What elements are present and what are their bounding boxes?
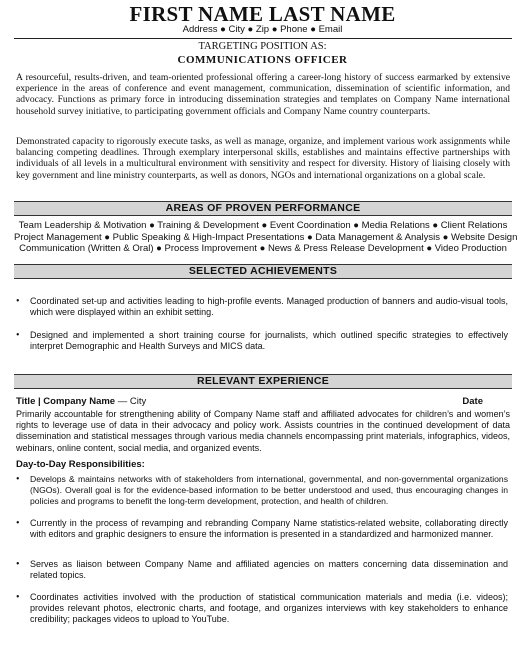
responsibility-text: Serves as liaison between Company Name and affiliated agencies on matters concerning data dissemination and related topics.	[30, 559, 508, 580]
responsibility-text: Develops & maintains networks with of stakeholders from international, governmental, and non-governmental organizations (NGOs). Overall goal is for the evidence-based information to be better understood and used, thus encouraging changes in policies and programs to benefit the long-term development, protection, and health of children.	[30, 474, 508, 506]
skills-line: Team Leadership & Motivation ● Training & Development ● Event Coordination ● Media Relations ● Client Relations	[18, 220, 508, 231]
bullet-icon: •	[16, 296, 20, 307]
responsibility-text: Coordinates activities involved with the production of statistical communication materials and media (i.e. videos); provides relevant photos, electronic charts, and footage, and organizes interviews with key stakeholders to enhance credibility; packages videos to upload to YouTube.	[30, 592, 508, 624]
section-heading-experience: RELEVANT EXPERIENCE	[14, 374, 512, 389]
candidate-name: FIRST NAME LAST NAME	[129, 2, 396, 26]
header-divider	[14, 38, 512, 39]
bullet-icon: •	[16, 559, 20, 570]
skills-line: Project Management ● Public Speaking & High-Impact Presentations ● Data Management & Analysis ● Website Design	[14, 231, 518, 243]
bullet-icon: •	[16, 518, 20, 529]
summary-paragraph-2: Demonstrated capacity to rigorously execute tasks, as well as manage, organize, and implement various work assignments while balancing competing deadlines. Through exemplary interpersonal skills, establishes and maintains effective partnerships with individuals of all levels in a multicultural environment with sensitivity and respect for diversity. History of liaising closely with key government and line ministry counterparts, as well as donors, NGOs and international organizations on a global scale.	[16, 136, 510, 181]
responsibilities-heading: Day-to-Day Responsibilities:	[16, 459, 145, 470]
job-title	[16, 396, 146, 407]
achievement-text: Designed and implemented a short training course for journalists, which outlined specific strategies to effectively interpret Demographic and Health Surveys and MICS data.	[30, 330, 508, 351]
responsibility-text: Currently in the process of revamping and rebranding Company Name statistics-related website, collaborating directly with editors and graphic designers to ensure the information is presented in a standardized and harmonized manner.	[30, 518, 508, 539]
job-description: Primarily accountable for strengthening ability of Company Name staff and affiliated advocates for children’s and women’s rights to leverage use of data in their advocacy and policy work. Assists countries in the continued development of data dissemination and statistical messages through various media channels encompassing print materials, infographics, videos, webinars, online content, social media, and organized events.	[16, 409, 510, 453]
bullet-icon: •	[16, 592, 20, 603]
bullet-icon: •	[16, 474, 20, 485]
achievement-text: Coordinated set-up and activities leading to high-profile events. Managed production of banners and audio-visual tools, which were displayed within an exhibit setting.	[30, 296, 508, 317]
job-city: — City	[115, 396, 147, 407]
section-heading-achievements: SELECTED ACHIEVEMENTS	[14, 264, 512, 279]
contact-line: Address ● City ● Zip ● Phone ● Email	[182, 24, 343, 35]
summary-paragraph-1: A resourceful, results-driven, and team-oriented professional offering a career-long history of success earmarked by extensive experience in the areas of conference and event management, communication, dissemination of scientific information, and advocacy. Functions as primary force in introducing dissemination strategies and templates on Company Name international household survey initiative, to participating government officials and Company Name country counterparts.	[16, 72, 510, 117]
bullet-icon: •	[16, 330, 20, 341]
section-heading-performance: AREAS OF PROVEN PERFORMANCE	[14, 201, 512, 216]
job-date: Date	[462, 396, 483, 407]
skills-line: Communication (Written & Oral) ● Process Improvement ● News & Press Release Development ● Video Production	[19, 243, 507, 254]
target-position: COMMUNICATIONS OFFICER	[177, 54, 348, 66]
skills-list	[14, 220, 518, 255]
job-title-company: Title | Company Name	[16, 396, 116, 407]
targeting-label: TARGETING POSITION AS:	[198, 41, 327, 52]
